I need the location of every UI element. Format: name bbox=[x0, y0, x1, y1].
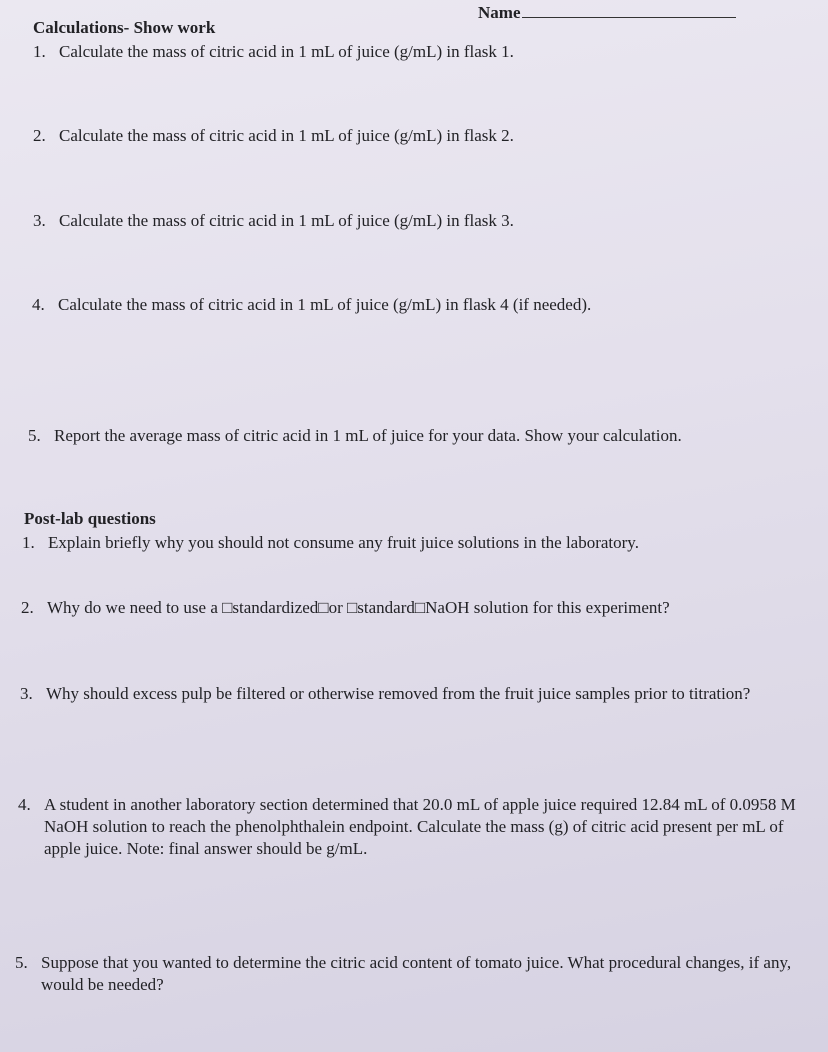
post-item-number: 1. bbox=[22, 533, 35, 552]
post-item-text: A student in another laboratory section determined that 20.0 mL of apple juice required 12.84 mL of 0.0958 M NaOH solution to reach the phenolphthalein endpoint. Calculate the mass (g) of citric acid present per mL of apple juice. Note: final answer should be g/mL. bbox=[44, 795, 796, 858]
post-item-text: Why should excess pulp be filtered or otherwise removed from the fruit juice samples prior to titration? bbox=[46, 684, 751, 703]
calc-item-text: Report the average mass of citric acid in 1 mL of juice for your data. Show your calculation. bbox=[54, 426, 682, 445]
post-item-4 bbox=[18, 794, 796, 858]
calc-item-number: 2. bbox=[33, 126, 46, 145]
calc-item-text: Calculate the mass of citric acid in 1 mL of juice (g/mL) in flask 2. bbox=[59, 126, 514, 145]
post-item-text: Suppose that you wanted to determine the citric acid content of tomato juice. What procedural changes, if any, would be needed? bbox=[41, 953, 792, 994]
name-field bbox=[478, 2, 736, 24]
post-item-5 bbox=[15, 952, 792, 994]
post-item-number: 5. bbox=[15, 953, 28, 972]
calc-item-text: Calculate the mass of citric acid in 1 mL of juice (g/mL) in flask 3. bbox=[59, 211, 514, 230]
calc-item-number: 1. bbox=[33, 42, 46, 61]
calc-item-text: Calculate the mass of citric acid in 1 mL of juice (g/mL) in flask 4 (if needed). bbox=[58, 295, 592, 314]
post-lab-heading: Post-lab questions bbox=[24, 509, 156, 528]
calc-item-5 bbox=[28, 425, 682, 447]
calc-item-4 bbox=[32, 294, 591, 316]
post-item-1 bbox=[22, 532, 639, 554]
post-item-number: 2. bbox=[21, 598, 34, 617]
post-item-number: 4. bbox=[18, 795, 31, 814]
calc-item-1 bbox=[33, 41, 514, 63]
name-label: Name bbox=[478, 3, 521, 22]
calc-item-2 bbox=[33, 125, 514, 147]
post-item-2 bbox=[21, 597, 670, 619]
post-item-3 bbox=[20, 683, 751, 705]
calc-item-3 bbox=[33, 210, 514, 232]
post-item-number: 3. bbox=[20, 684, 33, 703]
calculations-heading: Calculations- Show work bbox=[33, 18, 216, 37]
post-item-text: Explain briefly why you should not consume any fruit juice solutions in the laboratory. bbox=[48, 533, 639, 552]
calc-item-number: 3. bbox=[33, 211, 46, 230]
post-item-text: Why do we need to use a □standardized□or □standard□NaOH solution for this experiment? bbox=[47, 598, 670, 617]
calc-item-number: 4. bbox=[32, 295, 45, 314]
calc-item-text: Calculate the mass of citric acid in 1 mL of juice (g/mL) in flask 1. bbox=[59, 42, 514, 61]
calc-item-number: 5. bbox=[28, 426, 41, 445]
name-blank-line bbox=[522, 3, 736, 18]
